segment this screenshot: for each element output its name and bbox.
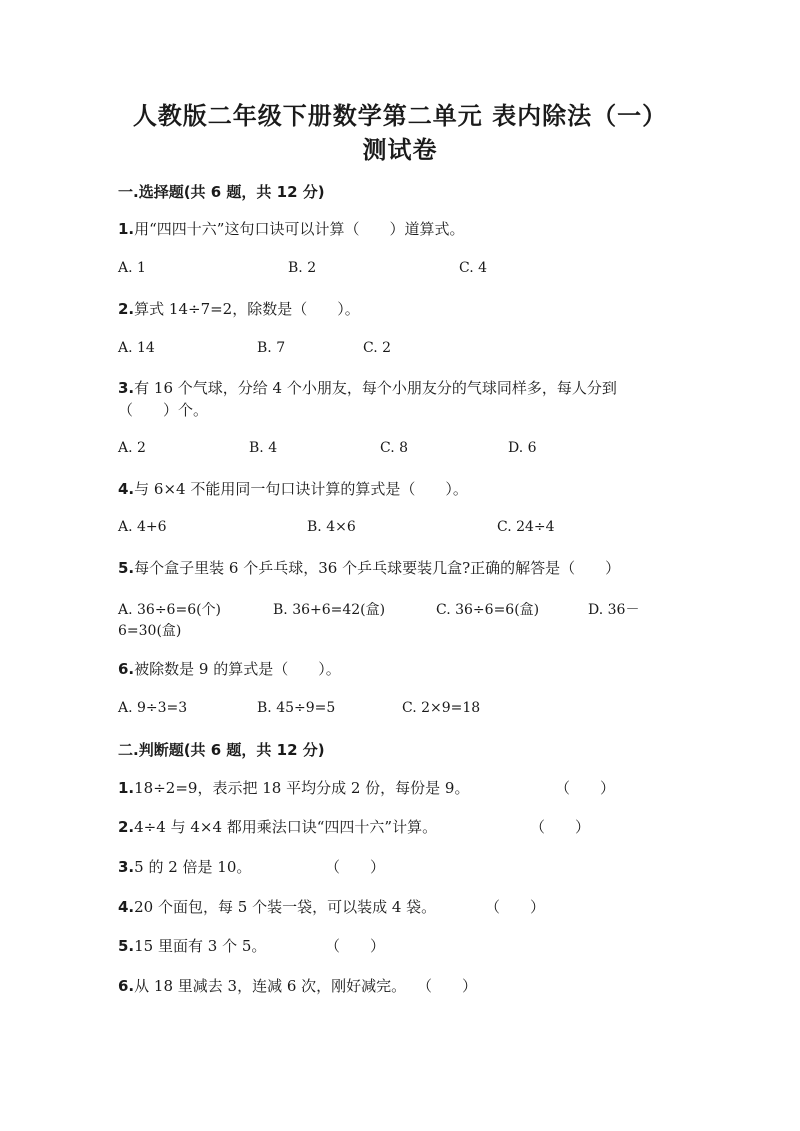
question-2	[118, 298, 360, 320]
answer-parentheses: （ ）	[555, 779, 616, 797]
answer-parentheses: （ ）	[417, 977, 478, 995]
question-number: 4.	[118, 898, 135, 916]
option-a: A. 14	[118, 340, 155, 356]
option-c: C. 2×9=18	[402, 700, 481, 716]
question-text: 与 6×4 不能用同一句口诀计算的算式是（ ）。	[134, 480, 468, 498]
question-text: 有 16 个气球，分给 4 个小朋友，每个小朋友分的气球同样多，每人分到	[134, 379, 617, 397]
option-c: C. 4	[459, 260, 488, 276]
question-text: 20 个面包，每 5 个装一袋，可以装成 4 袋。	[134, 898, 437, 916]
question-3-continued: （ ）个。	[118, 401, 209, 419]
option-d: D. 36－	[588, 602, 640, 618]
section-heading-choice: 一.选择题(共 6 题，共 12 分)	[118, 183, 325, 201]
question-text: 15 里面有 3 个 5。	[134, 937, 267, 955]
question-4	[118, 478, 468, 500]
option-a: A. 4+6	[118, 519, 167, 535]
title-line-1: 人教版二年级下册数学第二单元 表内除法（一）	[132, 102, 668, 130]
question-3	[118, 377, 617, 399]
question-number: 5.	[118, 559, 135, 577]
question-number: 1.	[118, 220, 135, 238]
option-a: A. 36÷6=6(个)	[118, 602, 222, 618]
question-number: 6.	[118, 660, 135, 678]
option-b: B. 2	[288, 260, 317, 276]
question-number: 2.	[118, 818, 135, 836]
question-number: 2.	[118, 300, 135, 318]
question-text: 从 18 里减去 3，连减 6 次，刚好减完。	[134, 977, 407, 995]
answer-parentheses: （ ）	[485, 898, 546, 916]
question-number: 3.	[118, 379, 135, 397]
judgement-6	[118, 975, 406, 997]
question-text: 算式 14÷7=2，除数是（ ）。	[134, 300, 360, 318]
option-a: A. 1	[118, 260, 146, 276]
option-c: C. 36÷6=6(盒)	[436, 602, 540, 618]
judgement-3	[118, 856, 251, 878]
question-6	[118, 658, 341, 680]
judgement-5	[118, 935, 266, 957]
option-b: B. 36+6=42(盒)	[273, 602, 386, 618]
answer-parentheses: （ ）	[530, 818, 591, 836]
answer-parentheses: （ ）	[325, 858, 386, 876]
question-5	[118, 557, 620, 579]
question-number: 3.	[118, 858, 135, 876]
question-text: 18÷2=9，表示把 18 平均分成 2 份，每份是 9。	[134, 779, 470, 797]
answer-parentheses: （ ）	[325, 937, 386, 955]
question-number: 1.	[118, 779, 135, 797]
question-1	[118, 218, 464, 240]
question-text: 5 的 2 倍是 10。	[134, 858, 252, 876]
question-text: 用“四四十六”这句口诀可以计算（ ）道算式。	[134, 220, 465, 238]
option-d-continued: 6=30(盒)	[118, 623, 182, 639]
option-c: C. 2	[363, 340, 392, 356]
judgement-2	[118, 816, 437, 838]
option-a: A. 9÷3=3	[118, 700, 188, 716]
option-b: B. 45÷9=5	[257, 700, 336, 716]
question-number: 5.	[118, 937, 135, 955]
title-line-2: 测试卷	[362, 136, 438, 164]
question-text: 4÷4 与 4×4 都用乘法口诀“四四十六”计算。	[134, 818, 438, 836]
judgement-4	[118, 896, 436, 918]
question-text: 每个盒子里装 6 个乒乓球，36 个乒乓球要装几盒?正确的解答是（ ）	[134, 559, 621, 577]
option-d: D. 6	[508, 440, 537, 456]
option-a: A. 2	[118, 440, 146, 456]
judgement-1	[118, 777, 469, 799]
option-c: C. 24÷4	[497, 519, 555, 535]
question-number: 4.	[118, 480, 135, 498]
section-heading-judgement: 二.判断题(共 6 题，共 12 分)	[118, 741, 325, 759]
option-b: B. 4	[249, 440, 278, 456]
option-c: C. 8	[380, 440, 409, 456]
question-text: 被除数是 9 的算式是（ ）。	[134, 660, 341, 678]
option-b: B. 7	[257, 340, 286, 356]
option-b: B. 4×6	[307, 519, 356, 535]
question-number: 6.	[118, 977, 135, 995]
